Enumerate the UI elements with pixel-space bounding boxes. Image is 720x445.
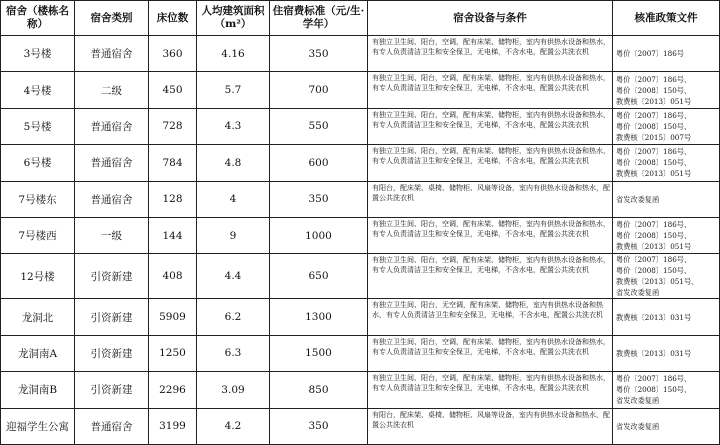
policy-document-line: 教费核〔2013〕051号 — [616, 96, 692, 106]
fee-standard-cell: 700 — [270, 72, 368, 108]
header-policy: 核准政策文件 — [613, 1, 720, 36]
policy-document-cell — [613, 335, 720, 371]
policy-document-line: 粤价〔2007〕186号、 — [616, 147, 692, 157]
dorm-name-cell: 5号楼 — [1, 108, 75, 144]
policy-document-line: 粤价〔2008〕150号、 — [616, 121, 692, 131]
facilities-cell: 有独立卫生间、阳台，空调，配有床架、储物柜，室内有供热水设备和热水，有专人负责清洁卫生和安全保卫，无电梯，不含水电，配置公共洗衣机 — [368, 108, 613, 144]
facilities-cell: 有独立卫生间、阳台，空调，配有床架、储物柜，室内有供热水设备和热水，有专人负责清洁卫生和安全保卫，无电梯，不含水电，配置公共洗衣机 — [368, 254, 613, 299]
policy-document-line: 教费核〔2013〕051号 — [616, 169, 692, 179]
policy-document-line: 教费核〔2013〕051号、 — [616, 277, 699, 287]
dorm-name-cell: 7号楼西 — [1, 217, 75, 253]
fee-standard-cell: 350 — [270, 181, 368, 217]
facilities-cell: 有阳台，配床架、桌椅、储物柜、风扇等设备，室内有供热水设备和热水，配置公共洗衣机 — [368, 408, 613, 444]
dorm-name-cell: 7号楼东 — [1, 181, 75, 217]
header-facilities: 宿舍设备与条件 — [368, 1, 613, 36]
fee-standard-cell: 1500 — [270, 335, 368, 371]
policy-document-line: 省发改委复函 — [616, 288, 660, 298]
policy-document-cell — [613, 299, 720, 335]
fee-standard-cell: 350 — [270, 408, 368, 444]
table-row — [1, 108, 720, 144]
dorm-name-cell: 迎福学生公寓 — [1, 408, 75, 444]
dorm-type-cell: 二级 — [75, 72, 149, 108]
policy-document-cell — [613, 181, 720, 217]
dorm-type-cell: 引资新建 — [75, 335, 149, 371]
facilities-cell: 有独立卫生间、阳台，空调，配有床架、储物柜，室内有供热水设备和热水，有专人负责清洁卫生和安全保卫，无电梯，不含水电，配置公共洗衣机 — [368, 372, 613, 408]
policy-document-line: 省发改委复函 — [616, 421, 660, 431]
facilities-cell: 有阳台，配床架、桌椅、储物柜、风扇等设备，室内有供热水设备和热水，配置公共洗衣机 — [368, 181, 613, 217]
bed-count-cell: 784 — [149, 145, 197, 181]
dorm-name-cell: 龙洞南A — [1, 335, 75, 371]
dorm-type-cell: 一级 — [75, 217, 149, 253]
table-row — [1, 408, 720, 444]
facilities-cell: 有独立卫生间、阳台，空调，配有床架、储物柜，室内有供热水设备和热水，有专人负责清洁卫生和安全保卫，无电梯，不含水电，配置公共洗衣机 — [368, 145, 613, 181]
table-row — [1, 299, 720, 335]
facilities-cell: 有独立卫生间、阳台，空调，配有床架、储物柜，室内有供热水设备和热水，有专人负责清洁卫生和安全保卫，无电梯，不含水电，配置公共洗衣机 — [368, 217, 613, 253]
bed-count-cell: 128 — [149, 181, 197, 217]
dorm-name-cell: 龙洞北 — [1, 299, 75, 335]
bed-count-cell: 1250 — [149, 335, 197, 371]
bed-count-cell: 3199 — [149, 408, 197, 444]
policy-document-line: 粤价〔2007〕186号、 — [616, 374, 692, 384]
policy-document-line: 粤价〔2007〕186号、 — [616, 220, 692, 230]
table-row — [1, 335, 720, 371]
facilities-cell: 有独立卫生间、阳台，空调，配有床架、储物柜，室内有供热水设备和热水，有专人负责清洁卫生和安全保卫，无电梯，不含水电，配置公共洗衣机 — [368, 36, 613, 72]
area-per-person-cell: 4.4 — [197, 254, 270, 299]
dorm-type-cell: 普通宿舍 — [75, 408, 149, 444]
fee-standard-cell: 1300 — [270, 299, 368, 335]
area-per-person-cell: 6.3 — [197, 335, 270, 371]
area-per-person-cell: 6.2 — [197, 299, 270, 335]
dorm-type-cell: 普通宿舍 — [75, 181, 149, 217]
table-row — [1, 72, 720, 108]
table-row — [1, 372, 720, 408]
header-row — [1, 1, 720, 36]
dorm-name-cell: 4号楼 — [1, 72, 75, 108]
policy-document-cell — [613, 217, 720, 253]
area-per-person-cell: 4 — [197, 181, 270, 217]
policy-document-cell — [613, 72, 720, 108]
bed-count-cell: 360 — [149, 36, 197, 72]
dorm-type-cell: 引资新建 — [75, 254, 149, 299]
policy-document-line: 粤价〔2007〕186号、 — [616, 74, 692, 84]
dorm-type-cell: 引资新建 — [75, 372, 149, 408]
policy-document-cell — [613, 108, 720, 144]
policy-document-line: 省发改委复函 — [616, 194, 660, 204]
area-per-person-cell: 4.16 — [197, 36, 270, 72]
policy-document-cell — [613, 254, 720, 299]
header-type: 宿舍类别 — [75, 1, 149, 36]
policy-document-cell — [613, 372, 720, 408]
table-row — [1, 36, 720, 72]
dorm-type-cell: 普通宿舍 — [75, 145, 149, 181]
policy-document-line: 粤价〔2008〕150号、 — [616, 85, 692, 95]
area-per-person-cell: 4.8 — [197, 145, 270, 181]
area-per-person-cell: 9 — [197, 217, 270, 253]
header-area: 人均建筑面积（m²） — [197, 1, 270, 36]
fee-standard-cell: 1000 — [270, 217, 368, 253]
bed-count-cell: 144 — [149, 217, 197, 253]
area-per-person-cell: 4.3 — [197, 108, 270, 144]
facilities-cell: 有独立卫生间、阳台，空调，配有床架、储物柜，室内有供热水设备和热水，有专人负责清洁卫生和安全保卫，无电梯，不含水电，配置公共洗衣机 — [368, 72, 613, 108]
policy-document-cell — [613, 408, 720, 444]
policy-document-cell — [613, 145, 720, 181]
fee-standard-cell: 850 — [270, 372, 368, 408]
bed-count-cell: 2296 — [149, 372, 197, 408]
header-fee: 住宿费标准（元/生·学年） — [270, 1, 368, 36]
fee-standard-cell: 650 — [270, 254, 368, 299]
policy-document-line: 粤价〔2008〕150号、 — [616, 266, 692, 276]
bed-count-cell: 728 — [149, 108, 197, 144]
header-dorm: 宿舍（楼栋名称） — [1, 1, 75, 36]
table-row — [1, 217, 720, 253]
facilities-cell: 有独立卫生间、阳台，无空调，配有床架、储物柜，室内有供热水设备和热水，有专人负责清洁卫生和安全保卫，无电梯，不含水电，配置公共洗衣机 — [368, 299, 613, 335]
fee-standard-cell: 600 — [270, 145, 368, 181]
dorm-name-cell: 龙洞南B — [1, 372, 75, 408]
policy-document-line: 教费核〔2015〕007号 — [616, 132, 692, 142]
dorm-type-cell: 普通宿舍 — [75, 108, 149, 144]
policy-document-line: 教费核〔2013〕031号 — [616, 312, 692, 322]
table-body — [1, 36, 720, 445]
area-per-person-cell: 4.2 — [197, 408, 270, 444]
area-per-person-cell: 5.7 — [197, 72, 270, 108]
dorm-name-cell: 6号楼 — [1, 145, 75, 181]
facilities-cell: 有独立卫生间、阳台，空调，配有床架、储物柜，室内有供热水设备和热水，有专人负责清洁卫生和安全保卫，无电梯，不含水电，配置公共洗衣机 — [368, 335, 613, 371]
dorm-name-cell: 3号楼 — [1, 36, 75, 72]
policy-document-cell — [613, 36, 720, 72]
table-row — [1, 254, 720, 299]
fee-standard-cell: 350 — [270, 36, 368, 72]
dorm-type-cell: 普通宿舍 — [75, 36, 149, 72]
policy-document-line: 教费核〔2013〕031号 — [616, 348, 692, 358]
policy-document-line: 粤价〔2008〕150号、 — [616, 385, 692, 395]
bed-count-cell: 408 — [149, 254, 197, 299]
policy-document-line: 教费核〔2013〕051号 — [616, 242, 692, 252]
bed-count-cell: 450 — [149, 72, 197, 108]
table-row — [1, 145, 720, 181]
policy-document-line: 粤价〔2008〕150号、 — [616, 158, 692, 168]
policy-document-line: 粤价〔2008〕150号、 — [616, 231, 692, 241]
dorm-type-cell: 引资新建 — [75, 299, 149, 335]
table-row — [1, 181, 720, 217]
fee-standard-cell: 550 — [270, 108, 368, 144]
bed-count-cell: 5909 — [149, 299, 197, 335]
header-beds: 床位数 — [149, 1, 197, 36]
policy-document-line: 粤价〔2007〕186号、 — [616, 110, 692, 120]
dorm-name-cell: 12号楼 — [1, 254, 75, 299]
area-per-person-cell: 3.09 — [197, 372, 270, 408]
policy-document-line: 粤价〔2007〕186号、 — [616, 255, 692, 265]
policy-document-line: 粤价〔2007〕186号 — [616, 49, 684, 59]
policy-document-line: 省发改委复函 — [616, 396, 660, 406]
